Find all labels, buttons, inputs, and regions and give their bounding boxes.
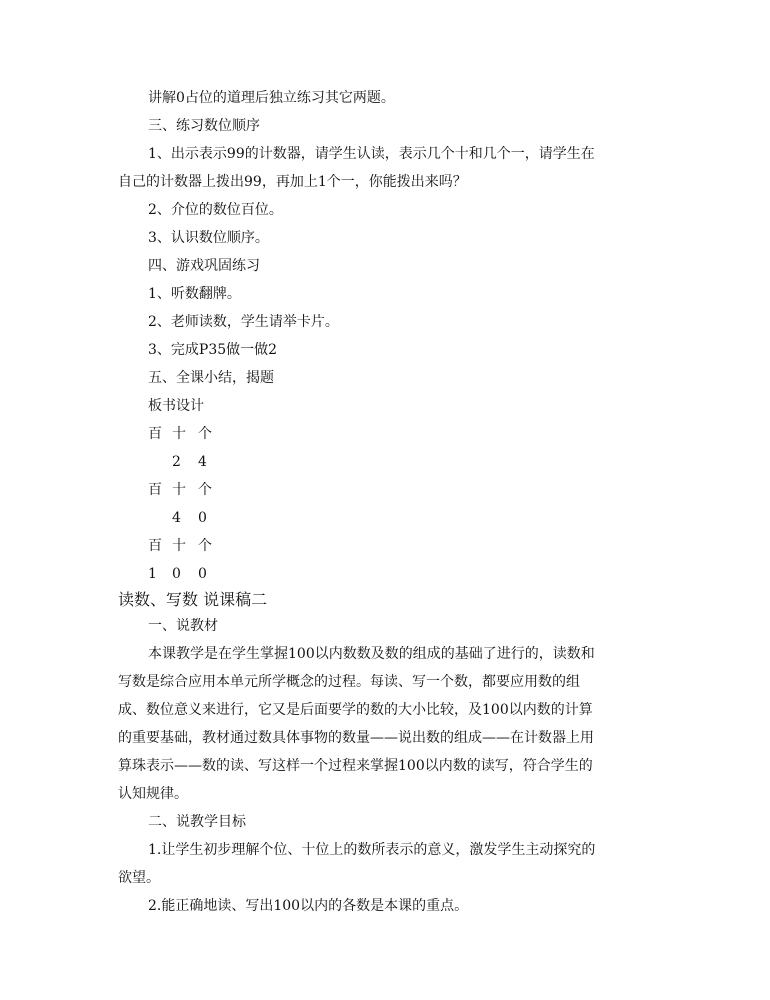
paragraph: 本课教学是在学生掌握100以内数数及数的组成的基础了进行的，读数和	[148, 646, 595, 662]
list-item: 3、完成P35做一做2	[148, 342, 278, 358]
section-heading: 四、游戏巩固练习	[148, 258, 260, 274]
paragraph: 算珠表示——数的读、写这样一个过程来掌握100以内数的读写，符合学生的	[118, 758, 593, 774]
section-heading: 三、练习数位顺序	[148, 118, 260, 134]
place-hundreds: 百	[148, 538, 162, 554]
place-tens: 十	[172, 538, 186, 554]
list-item: 2、老师读数，学生请举卡片。	[148, 314, 339, 330]
board-title: 板书设计	[148, 398, 204, 414]
objective-item: 1.让学生初步理解个位、十位上的数所表示的意义，激发学生主动探究的	[148, 842, 596, 858]
list-item: 3、认识数位顺序。	[148, 230, 269, 246]
paragraph: 讲解0占位的道理后独立练习其它两题。	[148, 90, 395, 106]
board-digit-row	[0, 564, 770, 584]
paragraph: 1、出示表示99的计数器，请学生认读，表示几个十和几个一，请学生在	[148, 146, 595, 162]
board-digit-row	[0, 508, 770, 528]
board-header-row	[0, 424, 770, 444]
digit-tens: 2	[172, 454, 181, 470]
section-heading: 二、说教学目标	[148, 814, 246, 830]
paragraph: 认知规律。	[118, 786, 188, 802]
digit-ones: 4	[198, 454, 207, 470]
document-title: 读数、写数 说课稿二	[118, 590, 268, 609]
section-heading: 一、说教材	[148, 618, 218, 634]
board-header-row	[0, 536, 770, 556]
digit-ones: 0	[198, 510, 207, 526]
paragraph: 成、数位意义来进行，它又是后面要学的数的大小比较，及100以内数的计算	[118, 702, 593, 718]
digit-hundreds: 1	[148, 566, 157, 582]
place-ones: 个	[198, 482, 212, 498]
digit-tens: 4	[172, 510, 181, 526]
place-hundreds: 百	[148, 426, 162, 442]
place-tens: 十	[172, 482, 186, 498]
paragraph: 写数是综合应用本单元所学概念的过程。每读、写一个数，都要应用数的组	[118, 674, 580, 690]
digit-ones: 0	[198, 566, 207, 582]
paragraph: 的重要基础，教材通过数具体事物的数量——说出数的组成——在计数器上用	[118, 730, 594, 746]
objective-item: 2.能正确地读、写出100以内的各数是本课的重点。	[148, 898, 469, 914]
place-hundreds: 百	[148, 482, 162, 498]
list-item: 2、介位的数位百位。	[148, 202, 283, 218]
paragraph: 自己的计数器上拨出99，再加上1个一，你能拨出来吗？	[118, 174, 467, 190]
place-ones: 个	[198, 426, 212, 442]
list-item: 1、听数翻牌。	[148, 286, 241, 302]
place-ones: 个	[198, 538, 212, 554]
place-tens: 十	[172, 426, 186, 442]
digit-tens: 0	[172, 566, 181, 582]
board-header-row	[0, 480, 770, 500]
objective-item: 欲望。	[118, 870, 160, 886]
board-digit-row	[0, 452, 770, 472]
section-heading: 五、全课小结，揭题	[148, 370, 274, 386]
